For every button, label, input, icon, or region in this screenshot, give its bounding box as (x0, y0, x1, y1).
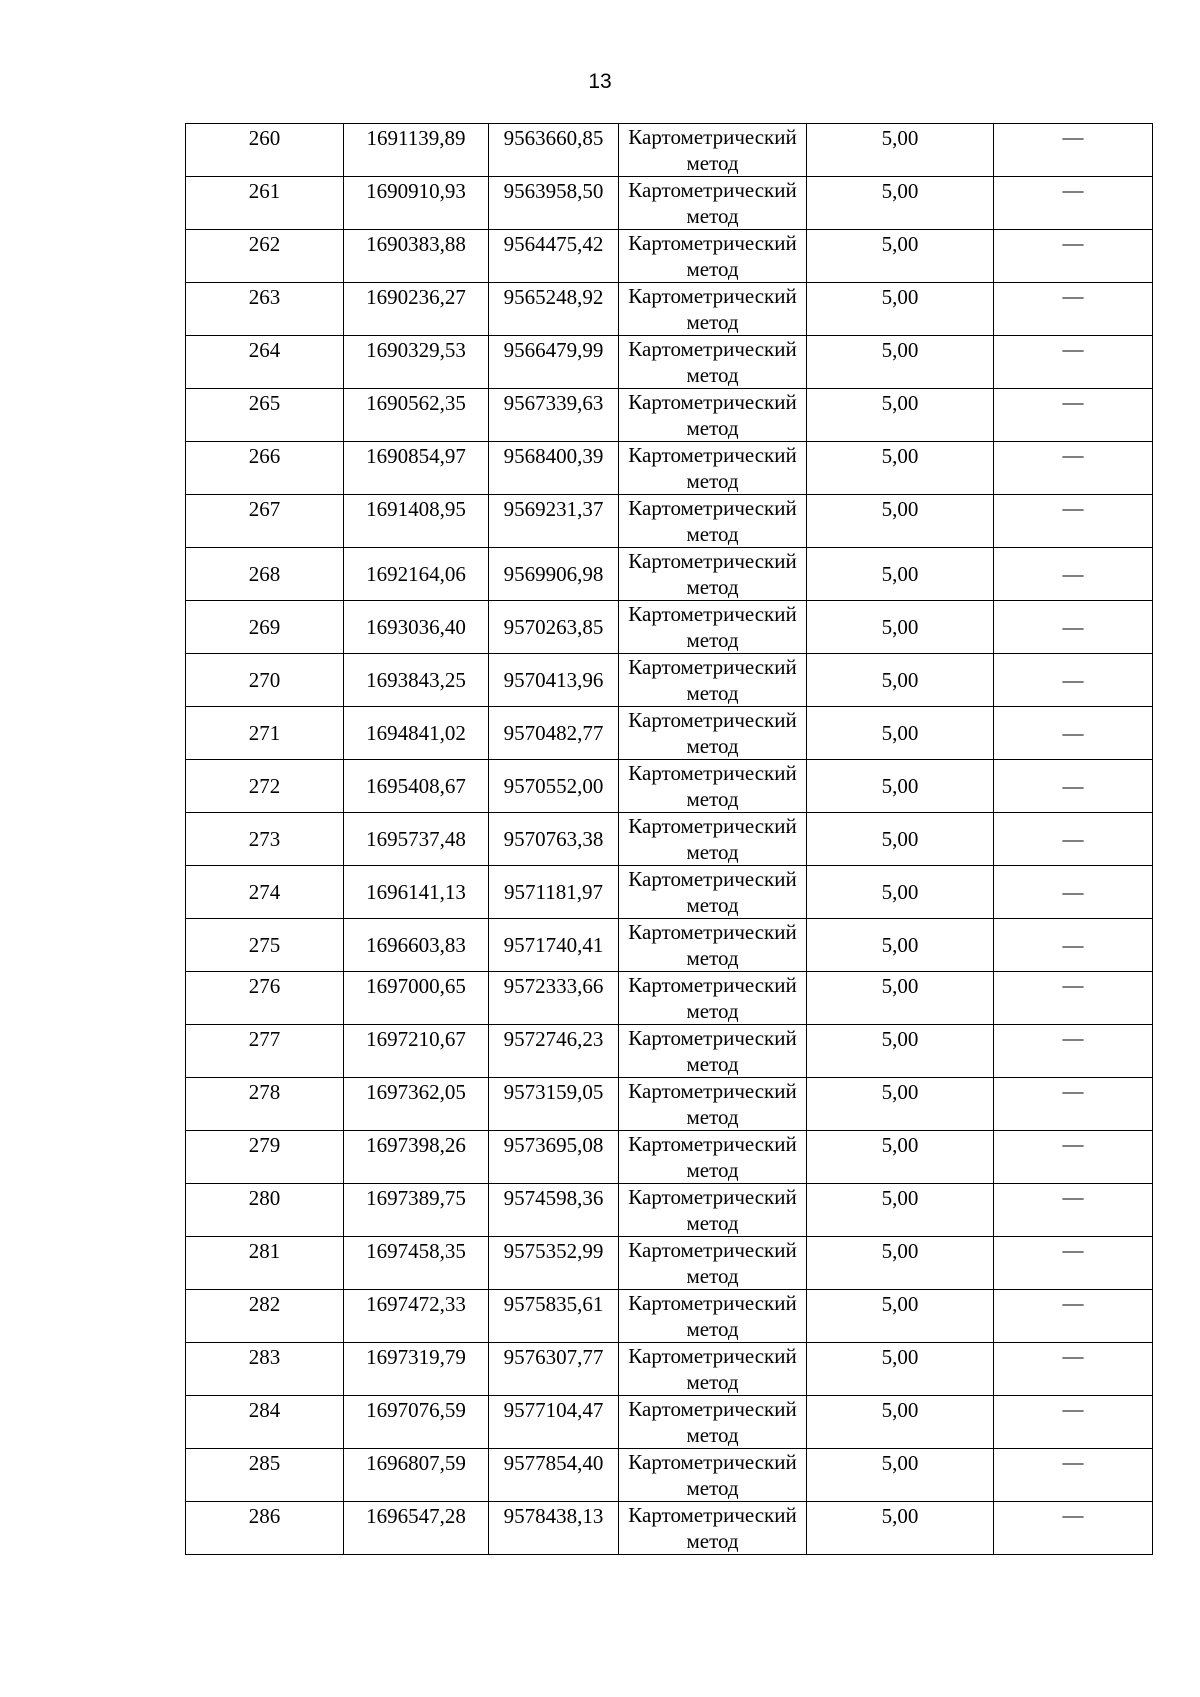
precision-cell: 5,00 (807, 1502, 994, 1555)
coordinate-x-cell: 1690562,35 (344, 389, 489, 442)
table-row (186, 813, 1153, 866)
point-number-cell: 269 (186, 601, 344, 654)
note-cell: — (994, 813, 1153, 866)
table-row (186, 495, 1153, 548)
point-number-cell: 285 (186, 1449, 344, 1502)
method-cell: Картометрический метод (619, 177, 807, 230)
table-row (186, 866, 1153, 919)
coordinate-x-cell: 1697076,59 (344, 1396, 489, 1449)
coordinates-table-body (186, 124, 1153, 1555)
coordinate-x-cell: 1697458,35 (344, 1237, 489, 1290)
point-number-cell: 280 (186, 1184, 344, 1237)
coordinate-y-cell: 9571181,97 (489, 866, 619, 919)
coordinate-x-cell: 1696603,83 (344, 919, 489, 972)
note-cell: — (994, 866, 1153, 919)
table-row (186, 1184, 1153, 1237)
precision-cell: 5,00 (807, 548, 994, 601)
method-cell: Картометрический метод (619, 813, 807, 866)
note-cell: — (994, 1131, 1153, 1184)
method-cell: Картометрический метод (619, 919, 807, 972)
coordinate-x-cell: 1691408,95 (344, 495, 489, 548)
note-cell: — (994, 1025, 1153, 1078)
point-number-cell: 283 (186, 1343, 344, 1396)
precision-cell: 5,00 (807, 336, 994, 389)
coordinate-y-cell: 9570482,77 (489, 707, 619, 760)
table-row (186, 1078, 1153, 1131)
coordinate-y-cell: 9575352,99 (489, 1237, 619, 1290)
coordinate-x-cell: 1695737,48 (344, 813, 489, 866)
method-cell: Картометрический метод (619, 389, 807, 442)
table-row (186, 707, 1153, 760)
point-number-cell: 264 (186, 336, 344, 389)
precision-cell: 5,00 (807, 124, 994, 177)
precision-cell: 5,00 (807, 601, 994, 654)
precision-cell: 5,00 (807, 707, 994, 760)
note-cell: — (994, 124, 1153, 177)
table-row (186, 1502, 1153, 1555)
precision-cell: 5,00 (807, 1290, 994, 1343)
method-cell: Картометрический метод (619, 1131, 807, 1184)
table-row (186, 1449, 1153, 1502)
precision-cell: 5,00 (807, 866, 994, 919)
table-row (186, 972, 1153, 1025)
point-number-cell: 265 (186, 389, 344, 442)
coordinate-x-cell: 1697389,75 (344, 1184, 489, 1237)
method-cell: Картометрический метод (619, 972, 807, 1025)
coordinate-y-cell: 9572746,23 (489, 1025, 619, 1078)
coordinate-x-cell: 1697398,26 (344, 1131, 489, 1184)
table-row (186, 548, 1153, 601)
method-cell: Картометрический метод (619, 124, 807, 177)
method-cell: Картометрический метод (619, 1343, 807, 1396)
coordinate-x-cell: 1694841,02 (344, 707, 489, 760)
method-cell: Картометрический метод (619, 1078, 807, 1131)
coordinate-y-cell: 9574598,36 (489, 1184, 619, 1237)
point-number-cell: 261 (186, 177, 344, 230)
point-number-cell: 279 (186, 1131, 344, 1184)
coordinate-y-cell: 9570413,96 (489, 654, 619, 707)
coordinate-y-cell: 9569231,37 (489, 495, 619, 548)
point-number-cell: 260 (186, 124, 344, 177)
point-number-cell: 262 (186, 230, 344, 283)
table-row (186, 1343, 1153, 1396)
coordinate-x-cell: 1697472,33 (344, 1290, 489, 1343)
table-row (186, 124, 1153, 177)
method-cell: Картометрический метод (619, 601, 807, 654)
precision-cell: 5,00 (807, 283, 994, 336)
table-row (186, 1396, 1153, 1449)
table-row (186, 919, 1153, 972)
precision-cell: 5,00 (807, 1396, 994, 1449)
coordinate-y-cell: 9564475,42 (489, 230, 619, 283)
coordinate-x-cell: 1690910,93 (344, 177, 489, 230)
point-number-cell: 270 (186, 654, 344, 707)
precision-cell: 5,00 (807, 1025, 994, 1078)
method-cell: Картометрический метод (619, 336, 807, 389)
note-cell: — (994, 1502, 1153, 1555)
table-row (186, 760, 1153, 813)
precision-cell: 5,00 (807, 495, 994, 548)
method-cell: Картометрический метод (619, 654, 807, 707)
note-cell: — (994, 760, 1153, 813)
coordinate-x-cell: 1691139,89 (344, 124, 489, 177)
precision-cell: 5,00 (807, 177, 994, 230)
coordinate-y-cell: 9568400,39 (489, 442, 619, 495)
precision-cell: 5,00 (807, 972, 994, 1025)
point-number-cell: 282 (186, 1290, 344, 1343)
coordinate-y-cell: 9578438,13 (489, 1502, 619, 1555)
coordinate-y-cell: 9567339,63 (489, 389, 619, 442)
point-number-cell: 276 (186, 972, 344, 1025)
table-row (186, 442, 1153, 495)
note-cell: — (994, 442, 1153, 495)
coordinate-y-cell: 9572333,66 (489, 972, 619, 1025)
coordinate-y-cell: 9570263,85 (489, 601, 619, 654)
method-cell: Картометрический метод (619, 1502, 807, 1555)
coordinate-x-cell: 1692164,06 (344, 548, 489, 601)
note-cell: — (994, 389, 1153, 442)
coordinate-y-cell: 9576307,77 (489, 1343, 619, 1396)
method-cell: Картометрический метод (619, 495, 807, 548)
coordinate-x-cell: 1693036,40 (344, 601, 489, 654)
note-cell: — (994, 1237, 1153, 1290)
precision-cell: 5,00 (807, 1078, 994, 1131)
precision-cell: 5,00 (807, 1237, 994, 1290)
coordinate-y-cell: 9577104,47 (489, 1396, 619, 1449)
point-number-cell: 271 (186, 707, 344, 760)
coordinate-y-cell: 9565248,92 (489, 283, 619, 336)
coordinate-x-cell: 1697210,67 (344, 1025, 489, 1078)
coordinate-x-cell: 1695408,67 (344, 760, 489, 813)
precision-cell: 5,00 (807, 1449, 994, 1502)
table-row (186, 230, 1153, 283)
point-number-cell: 266 (186, 442, 344, 495)
page-number: 13 (588, 70, 612, 93)
table-row (186, 177, 1153, 230)
point-number-cell: 286 (186, 1502, 344, 1555)
note-cell: — (994, 1343, 1153, 1396)
point-number-cell: 268 (186, 548, 344, 601)
note-cell: — (994, 177, 1153, 230)
table-row (186, 601, 1153, 654)
method-cell: Картометрический метод (619, 1025, 807, 1078)
point-number-cell: 272 (186, 760, 344, 813)
precision-cell: 5,00 (807, 442, 994, 495)
point-number-cell: 274 (186, 866, 344, 919)
note-cell: — (994, 1449, 1153, 1502)
note-cell: — (994, 1078, 1153, 1131)
coordinate-x-cell: 1690329,53 (344, 336, 489, 389)
table-row (186, 654, 1153, 707)
coordinate-x-cell: 1696807,59 (344, 1449, 489, 1502)
method-cell: Картометрический метод (619, 760, 807, 813)
coordinate-y-cell: 9571740,41 (489, 919, 619, 972)
coordinates-table (185, 123, 1153, 1555)
note-cell: — (994, 654, 1153, 707)
method-cell: Картометрический метод (619, 1396, 807, 1449)
precision-cell: 5,00 (807, 1184, 994, 1237)
coordinate-y-cell: 9577854,40 (489, 1449, 619, 1502)
note-cell: — (994, 1184, 1153, 1237)
coordinate-x-cell: 1697000,65 (344, 972, 489, 1025)
table-row (186, 1131, 1153, 1184)
point-number-cell: 263 (186, 283, 344, 336)
precision-cell: 5,00 (807, 230, 994, 283)
precision-cell: 5,00 (807, 1131, 994, 1184)
precision-cell: 5,00 (807, 654, 994, 707)
precision-cell: 5,00 (807, 813, 994, 866)
point-number-cell: 281 (186, 1237, 344, 1290)
method-cell: Картометрический метод (619, 230, 807, 283)
point-number-cell: 278 (186, 1078, 344, 1131)
coordinate-x-cell: 1693843,25 (344, 654, 489, 707)
point-number-cell: 277 (186, 1025, 344, 1078)
note-cell: — (994, 336, 1153, 389)
method-cell: Картометрический метод (619, 1449, 807, 1502)
note-cell: — (994, 919, 1153, 972)
table-row (186, 1025, 1153, 1078)
coordinate-x-cell: 1697362,05 (344, 1078, 489, 1131)
coordinate-y-cell: 9563660,85 (489, 124, 619, 177)
method-cell: Картометрический метод (619, 1184, 807, 1237)
coordinate-y-cell: 9566479,99 (489, 336, 619, 389)
coordinate-x-cell: 1690854,97 (344, 442, 489, 495)
note-cell: — (994, 601, 1153, 654)
coordinate-y-cell: 9570763,38 (489, 813, 619, 866)
method-cell: Картометрический метод (619, 866, 807, 919)
coordinate-y-cell: 9575835,61 (489, 1290, 619, 1343)
coordinate-y-cell: 9573695,08 (489, 1131, 619, 1184)
precision-cell: 5,00 (807, 1343, 994, 1396)
coordinate-x-cell: 1696547,28 (344, 1502, 489, 1555)
table-row (186, 1290, 1153, 1343)
point-number-cell: 275 (186, 919, 344, 972)
note-cell: — (994, 707, 1153, 760)
point-number-cell: 273 (186, 813, 344, 866)
precision-cell: 5,00 (807, 760, 994, 813)
coordinate-y-cell: 9563958,50 (489, 177, 619, 230)
method-cell: Картометрический метод (619, 1290, 807, 1343)
coordinate-x-cell: 1690236,27 (344, 283, 489, 336)
coordinate-y-cell: 9573159,05 (489, 1078, 619, 1131)
note-cell: — (994, 283, 1153, 336)
note-cell: — (994, 972, 1153, 1025)
precision-cell: 5,00 (807, 389, 994, 442)
precision-cell: 5,00 (807, 919, 994, 972)
note-cell: — (994, 495, 1153, 548)
note-cell: — (994, 1396, 1153, 1449)
method-cell: Картометрический метод (619, 1237, 807, 1290)
note-cell: — (994, 548, 1153, 601)
coordinate-x-cell: 1697319,79 (344, 1343, 489, 1396)
point-number-cell: 284 (186, 1396, 344, 1449)
table-row (186, 389, 1153, 442)
method-cell: Картометрический метод (619, 548, 807, 601)
note-cell: — (994, 1290, 1153, 1343)
coordinate-x-cell: 1696141,13 (344, 866, 489, 919)
coordinate-x-cell: 1690383,88 (344, 230, 489, 283)
table-row (186, 1237, 1153, 1290)
table-row (186, 336, 1153, 389)
point-number-cell: 267 (186, 495, 344, 548)
method-cell: Картометрический метод (619, 283, 807, 336)
table-row (186, 283, 1153, 336)
note-cell: — (994, 230, 1153, 283)
method-cell: Картометрический метод (619, 442, 807, 495)
method-cell: Картометрический метод (619, 707, 807, 760)
coordinate-y-cell: 9570552,00 (489, 760, 619, 813)
coordinate-y-cell: 9569906,98 (489, 548, 619, 601)
